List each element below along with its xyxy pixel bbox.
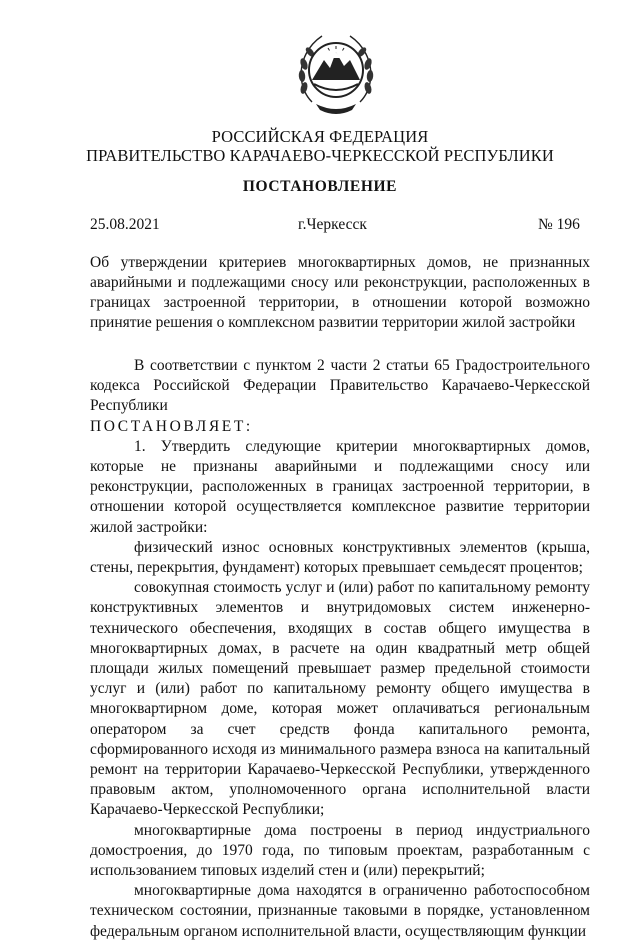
coat-of-arms-emblem [294,24,378,116]
criterion-condition-paragraph: многоквартирные дома находятся в ограниченно работоспособном техническом состоянии, признанные таковыми в порядке, установленном федеральным органом исполнительной власти, осуществляющим функции [90,882,590,940]
document-number: № 196 [538,216,580,233]
document-city: г.Черкесск [298,216,367,233]
criterion-cost-paragraph: совокупная стоимость услуг и (или) работ по капитальному ремонту конструктивных элементов и внутридомовых систем инженерно-технического обеспечения, входящих в состав общего имущества в многоквартирных домах, в расчете на один квадратный метр общей площади жилых помещений превышает размер предельной стоимости услуг и (или) работ по капитальному ремонту общего имущества в многоквартирном доме, которая может оплачиваться региональным оператором за счет средств фонда капитального ремонта, сформированного исходя из минимального размера взноса на капитальный ремонт на территории Карачаево-Черкесской Республики, утвержденного правовым актом, уполномоченного органа исполнительной власти Карачаево-Черкесской Республики; [90,579,590,819]
criterion-construction-paragraph: многоквартирные дома построены в период индустриального домостроения, до 1970 года, по типовым проектам, разработанным с использованием типовых изделий стен и (или) перекрытий; [90,821,590,880]
document-body [90,356,590,942]
clause-1-paragraph: 1. Утвердить следующие критерии многоквартирных домов, которые не признаны аварийными и подлежащими сносу или реконструкции, расположенных в границах застроенной территории, в отношении которой осуществляется комплексное развитие территории жилой застройки: [90,437,590,536]
document-type: ПОСТАНОВЛЕНИЕ [242,178,398,195]
header-government: ПРАВИТЕЛЬСТВО КАРАЧАЕВО-ЧЕРКЕССКОЙ РЕСПУБЛИКИ [86,146,554,165]
preamble-paragraph: В соответствии с пунктом 2 части 2 статьи 65 Градостроительного кодекса Российской Федерации Правительство Карачаево-Черкесской Республики [90,357,590,415]
resolves-heading: ПОСТАНОВЛЯЕТ: [90,417,253,435]
document-date: 25.08.2021 [90,216,160,233]
document-title: Об утверждении критериев многоквартирных домов, не признанных аварийными и подлежащими сносу или реконструкции, расположенных в границах застроенной территории, в отношении которой возможно принятие решения о комплексном развитии территории жилой застройки [90,254,590,331]
criterion-wear-paragraph: физический износ основных конструктивных элементов (крыша, стены, перекрытия, фундамент) которых превышает семьдесят процентов; [90,538,590,577]
header-country: РОССИЙСКАЯ ФЕДЕРАЦИЯ [211,127,429,146]
